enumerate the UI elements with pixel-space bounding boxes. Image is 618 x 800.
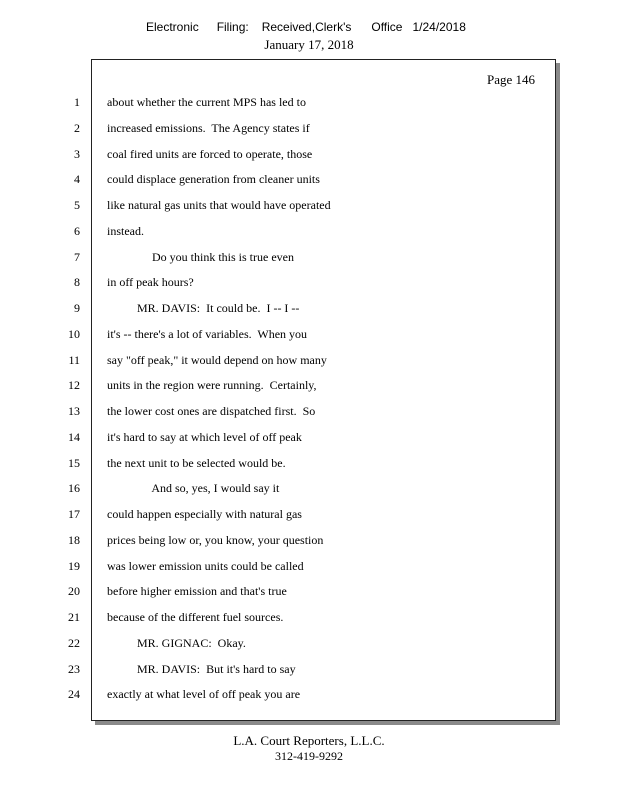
stamp-filing: Filing:	[216, 20, 249, 34]
line-text: was lower emission units could be called	[107, 558, 304, 573]
line-number: 21	[68, 610, 80, 624]
line-text: could displace generation from cleaner units	[107, 172, 320, 187]
line-number: 22	[68, 635, 80, 650]
line-number: 19	[68, 558, 80, 573]
line-number: 12	[68, 378, 80, 393]
line-text: in off peak hours?	[107, 275, 194, 290]
line-number: 6	[74, 223, 80, 238]
stamp-date: 1/24/2018	[412, 20, 466, 34]
line-text: units in the region were running. Certainly,	[107, 378, 317, 393]
line-text: the next unit to be selected would be.	[107, 455, 286, 470]
line-number: 23	[68, 661, 80, 676]
line-number: 24	[68, 687, 80, 702]
line-number: 3	[74, 146, 80, 161]
line-number: 20	[68, 584, 80, 599]
line-number: 9	[74, 301, 80, 315]
line-text: prices being low or, you know, your question	[107, 532, 324, 547]
transcript-date: January 17, 2018	[264, 37, 354, 52]
filing-stamp-line	[146, 20, 466, 34]
line-text: before higher emission and that's true	[107, 584, 287, 599]
footer-phone: 312-419-9292	[275, 749, 343, 763]
line-number: 1	[74, 95, 80, 109]
line-text: And so, yes, I would say it	[107, 481, 280, 496]
line-text: coal fired units are forced to operate, those	[107, 146, 313, 161]
line-number: 11	[68, 352, 80, 367]
line-text: exactly at what level of off peak you are	[107, 687, 301, 702]
line-text: it's -- there's a lot of variables. When you	[107, 326, 308, 341]
line-number: 10	[68, 326, 80, 341]
line-text: instead.	[107, 223, 144, 238]
line-text: could happen especially with natural gas	[107, 507, 302, 521]
line-text: say "off peak," it would depend on how many	[107, 352, 327, 367]
stamp-office: Office	[371, 20, 403, 34]
stamp-electronic: Electronic	[146, 20, 199, 34]
line-number: 17	[68, 507, 80, 521]
line-text: MR. DAVIS: But it's hard to say	[107, 661, 296, 676]
page-number: Page 146	[487, 72, 536, 87]
line-number: 15	[68, 455, 80, 470]
line-text: because of the different fuel sources.	[107, 610, 284, 624]
line-text: about whether the current MPS has led to	[107, 95, 306, 109]
line-number: 18	[68, 532, 80, 547]
line-text: MR. GIGNAC: Okay.	[107, 635, 246, 650]
line-number: 13	[68, 404, 80, 418]
line-number: 16	[68, 481, 80, 496]
filing-stamp-header	[0, 20, 618, 54]
line-number: 4	[74, 172, 80, 187]
line-number: 2	[74, 120, 80, 135]
line-text: Do you think this is true even	[107, 249, 294, 264]
line-number: 8	[74, 275, 80, 290]
line-text: MR. DAVIS: It could be. I -- I --	[107, 301, 300, 315]
line-text: increased emissions. The Agency states if	[107, 120, 310, 135]
footer-company: L.A. Court Reporters, L.L.C.	[233, 733, 385, 748]
stamp-received: Received,Clerk's	[261, 20, 352, 34]
line-number: 14	[68, 429, 80, 444]
line-number: 7	[74, 249, 80, 264]
line-text: the lower cost ones are dispatched first. So	[107, 404, 316, 418]
line-text: it's hard to say at which level of off peak	[107, 429, 302, 444]
line-text: like natural gas units that would have operated	[107, 198, 331, 212]
line-number: 5	[74, 198, 80, 212]
